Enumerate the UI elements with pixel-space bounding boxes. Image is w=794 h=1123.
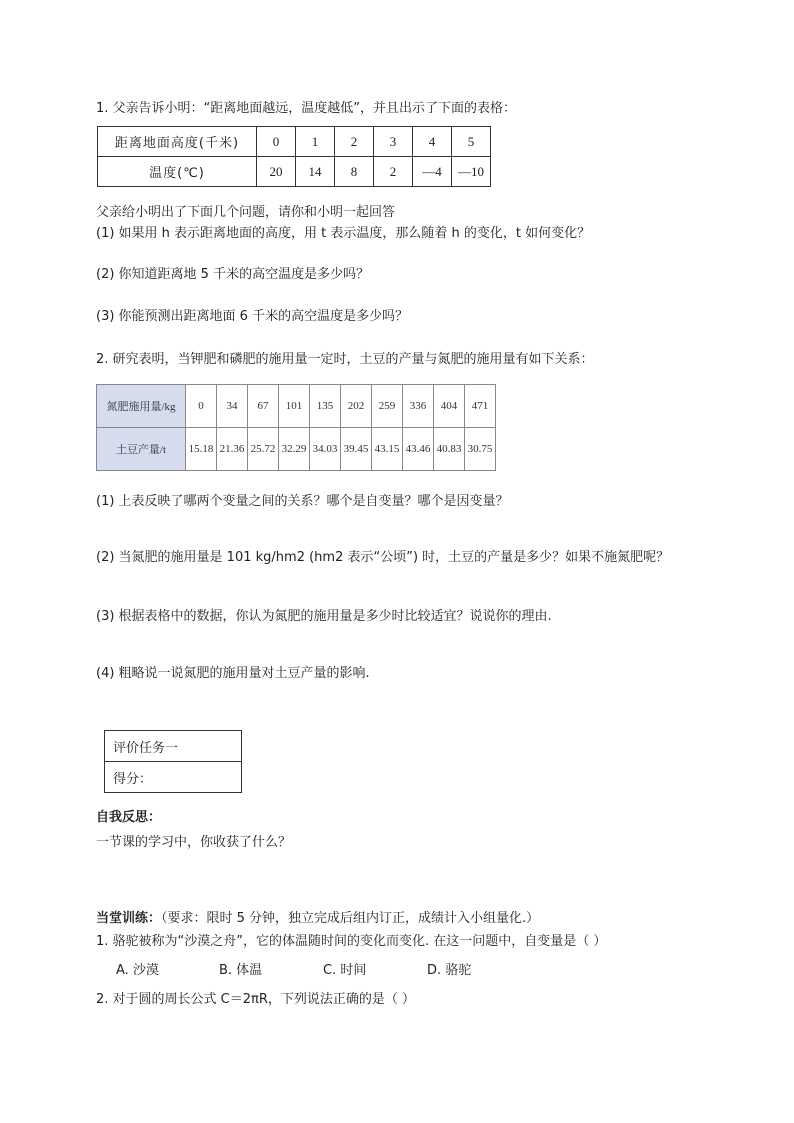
q2-sub2: (2) 当氮肥的施用量是 101 kg/hm2 (hm2 表示“公顷”) 时，土豆的产量是多少？如果不施氮肥呢？: [96, 550, 670, 565]
table-cell: 2: [335, 127, 374, 157]
table-cell: 3: [374, 127, 413, 157]
table-row: [97, 385, 496, 428]
table-header-cell: 温度(℃): [98, 157, 257, 187]
table-cell: 67: [248, 385, 279, 428]
table-cell: —10: [452, 157, 491, 187]
table-header-cell: 氮肥施用量/kg: [97, 385, 186, 428]
q1-intro: 1. 父亲告诉小明：“距离地面越远，温度越低”，并且出示了下面的表格：: [96, 101, 517, 116]
evaluation-task: 评价任务一: [105, 731, 242, 762]
evaluation-box: [104, 730, 242, 793]
table-header-cell: 距离地面高度(千米): [98, 127, 257, 157]
table-header-cell: 土豆产量/t: [97, 428, 186, 471]
table-cell: 8: [335, 157, 374, 187]
q1-sub3: (3) 你能预测出距离地面 6 千米的高空温度是多少吗？: [96, 309, 409, 324]
practice-heading: [96, 907, 539, 926]
table-row: [105, 762, 242, 793]
practice-requirement: （要求：限时 5 分钟，独立完成后组内订正，成绩计入小组量化.）: [161, 911, 540, 926]
table-cell: 1: [296, 127, 335, 157]
q1-sub2: (2) 你知道距离地 5 千米的高空温度是多少吗？: [96, 267, 370, 282]
table-cell: 40.83: [434, 428, 465, 471]
table-cell: 259: [372, 385, 403, 428]
table-cell: 5: [452, 127, 491, 157]
table-cell: 34: [217, 385, 248, 428]
table-cell: 471: [465, 385, 496, 428]
reflection-question: 一节课的学习中，你收获了什么？: [96, 835, 292, 850]
table-cell: 404: [434, 385, 465, 428]
table-cell: 43.46: [403, 428, 434, 471]
table-cell: 32.29: [279, 428, 310, 471]
q2-sub1: (1) 上表反映了哪两个变量之间的关系？哪个是自变量？哪个是因变量？: [96, 494, 509, 509]
table-cell: 4: [413, 127, 452, 157]
table-row: [97, 428, 496, 471]
practice-q1-option-b: B. 体温: [219, 963, 263, 978]
table-cell: 43.15: [372, 428, 403, 471]
practice-q1-option-d: D. 骆驼: [427, 963, 472, 978]
q1-lead: 父亲给小明出了下面几个问题，请你和小明一起回答: [96, 205, 396, 220]
table-cell: 14: [296, 157, 335, 187]
reflection-title: 自我反思：: [96, 810, 162, 825]
practice-title: 当堂训练：: [96, 911, 162, 926]
practice-q2: 2. 对于圆的周长公式 C＝2πR，下列说法正确的是（ ）: [96, 992, 416, 1007]
table-cell: 0: [257, 127, 296, 157]
table-cell: 25.72: [248, 428, 279, 471]
table-cell: 2: [374, 157, 413, 187]
table-cell: 20: [257, 157, 296, 187]
table-cell: 202: [341, 385, 372, 428]
table-row: [98, 157, 491, 187]
table-cell: —4: [413, 157, 452, 187]
q2-sub3: (3) 根据表格中的数据，你认为氮肥的施用量是多少时比较适宜？说说你的理由.: [96, 609, 552, 624]
table-cell: 39.45: [341, 428, 372, 471]
table-cell: 0: [186, 385, 217, 428]
fertilizer-table: [96, 384, 496, 471]
table-cell: 21.36: [217, 428, 248, 471]
table-cell: 15.18: [186, 428, 217, 471]
practice-q1: 1. 骆驼被称为“沙漠之舟”，它的体温随时间的变化而变化. 在这一问题中，自变量是（ ）: [96, 934, 607, 949]
practice-q1-option-c: C. 时间: [323, 963, 367, 978]
q2-intro: 2. 研究表明，当钾肥和磷肥的施用量一定时，土豆的产量与氮肥的施用量有如下关系：: [96, 352, 594, 367]
table-row: [98, 127, 491, 157]
table-cell: 135: [310, 385, 341, 428]
table-cell: 101: [279, 385, 310, 428]
table-cell: 336: [403, 385, 434, 428]
table-row: [105, 731, 242, 762]
practice-q1-option-a: A. 沙漠: [116, 963, 159, 978]
table-cell: 34.03: [310, 428, 341, 471]
temperature-table: [97, 126, 491, 187]
q1-sub1: (1) 如果用 h 表示距离地面的高度，用 t 表示温度，那么随着 h 的变化，t 如何变化？: [96, 226, 591, 241]
q2-sub4: (4) 粗略说一说氮肥的施用量对土豆产量的影响.: [96, 666, 370, 681]
table-cell: 30.75: [465, 428, 496, 471]
evaluation-score: 得分：: [105, 762, 242, 793]
